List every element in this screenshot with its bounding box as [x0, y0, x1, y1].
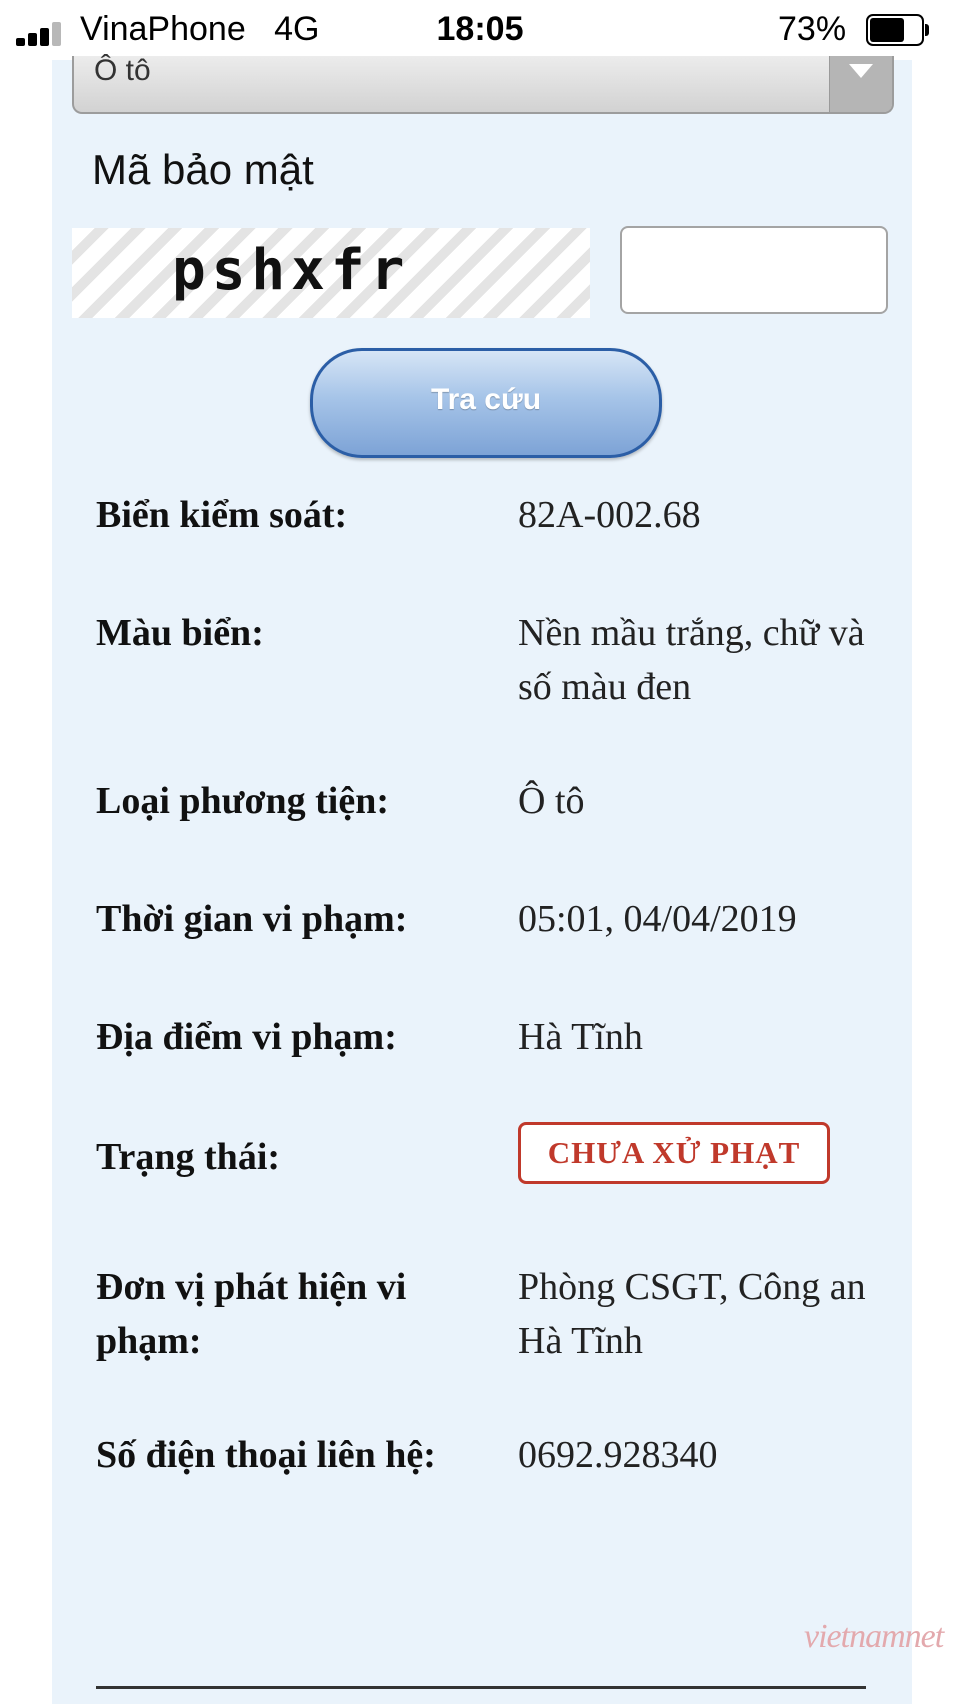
plate-label: Biển kiểm soát: [96, 494, 348, 536]
vehicle-type-select[interactable] [72, 56, 894, 114]
status-badge: CHƯA XỬ PHẠT [518, 1122, 830, 1184]
captcha-label: Mã bảo mật [92, 146, 314, 193]
captcha-input[interactable] [620, 226, 888, 314]
captcha-text: pshxfr [172, 238, 411, 303]
violation-place-value: Hà Tĩnh [518, 1016, 643, 1058]
watermark-logo: vietnamnet [804, 1618, 944, 1655]
violation-time-label: Thời gian vi phạm: [96, 898, 408, 940]
vehicle-type-label: Loại phương tiện: [96, 780, 390, 822]
vehicle-type-value: Ô tô [518, 780, 585, 822]
violation-place-label: Địa điểm vi phạm: [96, 1016, 397, 1058]
captcha-image [72, 228, 590, 318]
clock: 18:05 [436, 10, 524, 48]
network-type: 4G [274, 10, 320, 48]
violation-time-value: 05:01, 04/04/2019 [518, 898, 797, 940]
chevron-down-icon[interactable] [829, 56, 892, 112]
detecting-unit-value: Phòng CSGT, Công an Hà Tĩnh [518, 1266, 866, 1362]
plate-color-value: Nền mầu trắng, chữ và số màu đen [518, 612, 865, 708]
divider [96, 1686, 866, 1689]
carrier-name: VinaPhone 4G [80, 10, 320, 48]
contact-phone-value: 0692.928340 [518, 1434, 718, 1476]
battery-percent: 73% [778, 10, 847, 48]
status-bar [0, 0, 960, 60]
status-label: Trạng thái: [96, 1136, 281, 1178]
plate-value: 82A-002.68 [518, 494, 701, 536]
detecting-unit-label: Đơn vị phát hiện vi phạm: [96, 1266, 407, 1362]
vehicle-type-select-value: Ô tô [94, 54, 151, 87]
search-button[interactable]: Tra cứu [310, 348, 662, 458]
battery-icon [866, 14, 928, 46]
plate-color-label: Màu biển: [96, 612, 264, 654]
contact-phone-label: Số điện thoại liên hệ: [96, 1434, 436, 1476]
